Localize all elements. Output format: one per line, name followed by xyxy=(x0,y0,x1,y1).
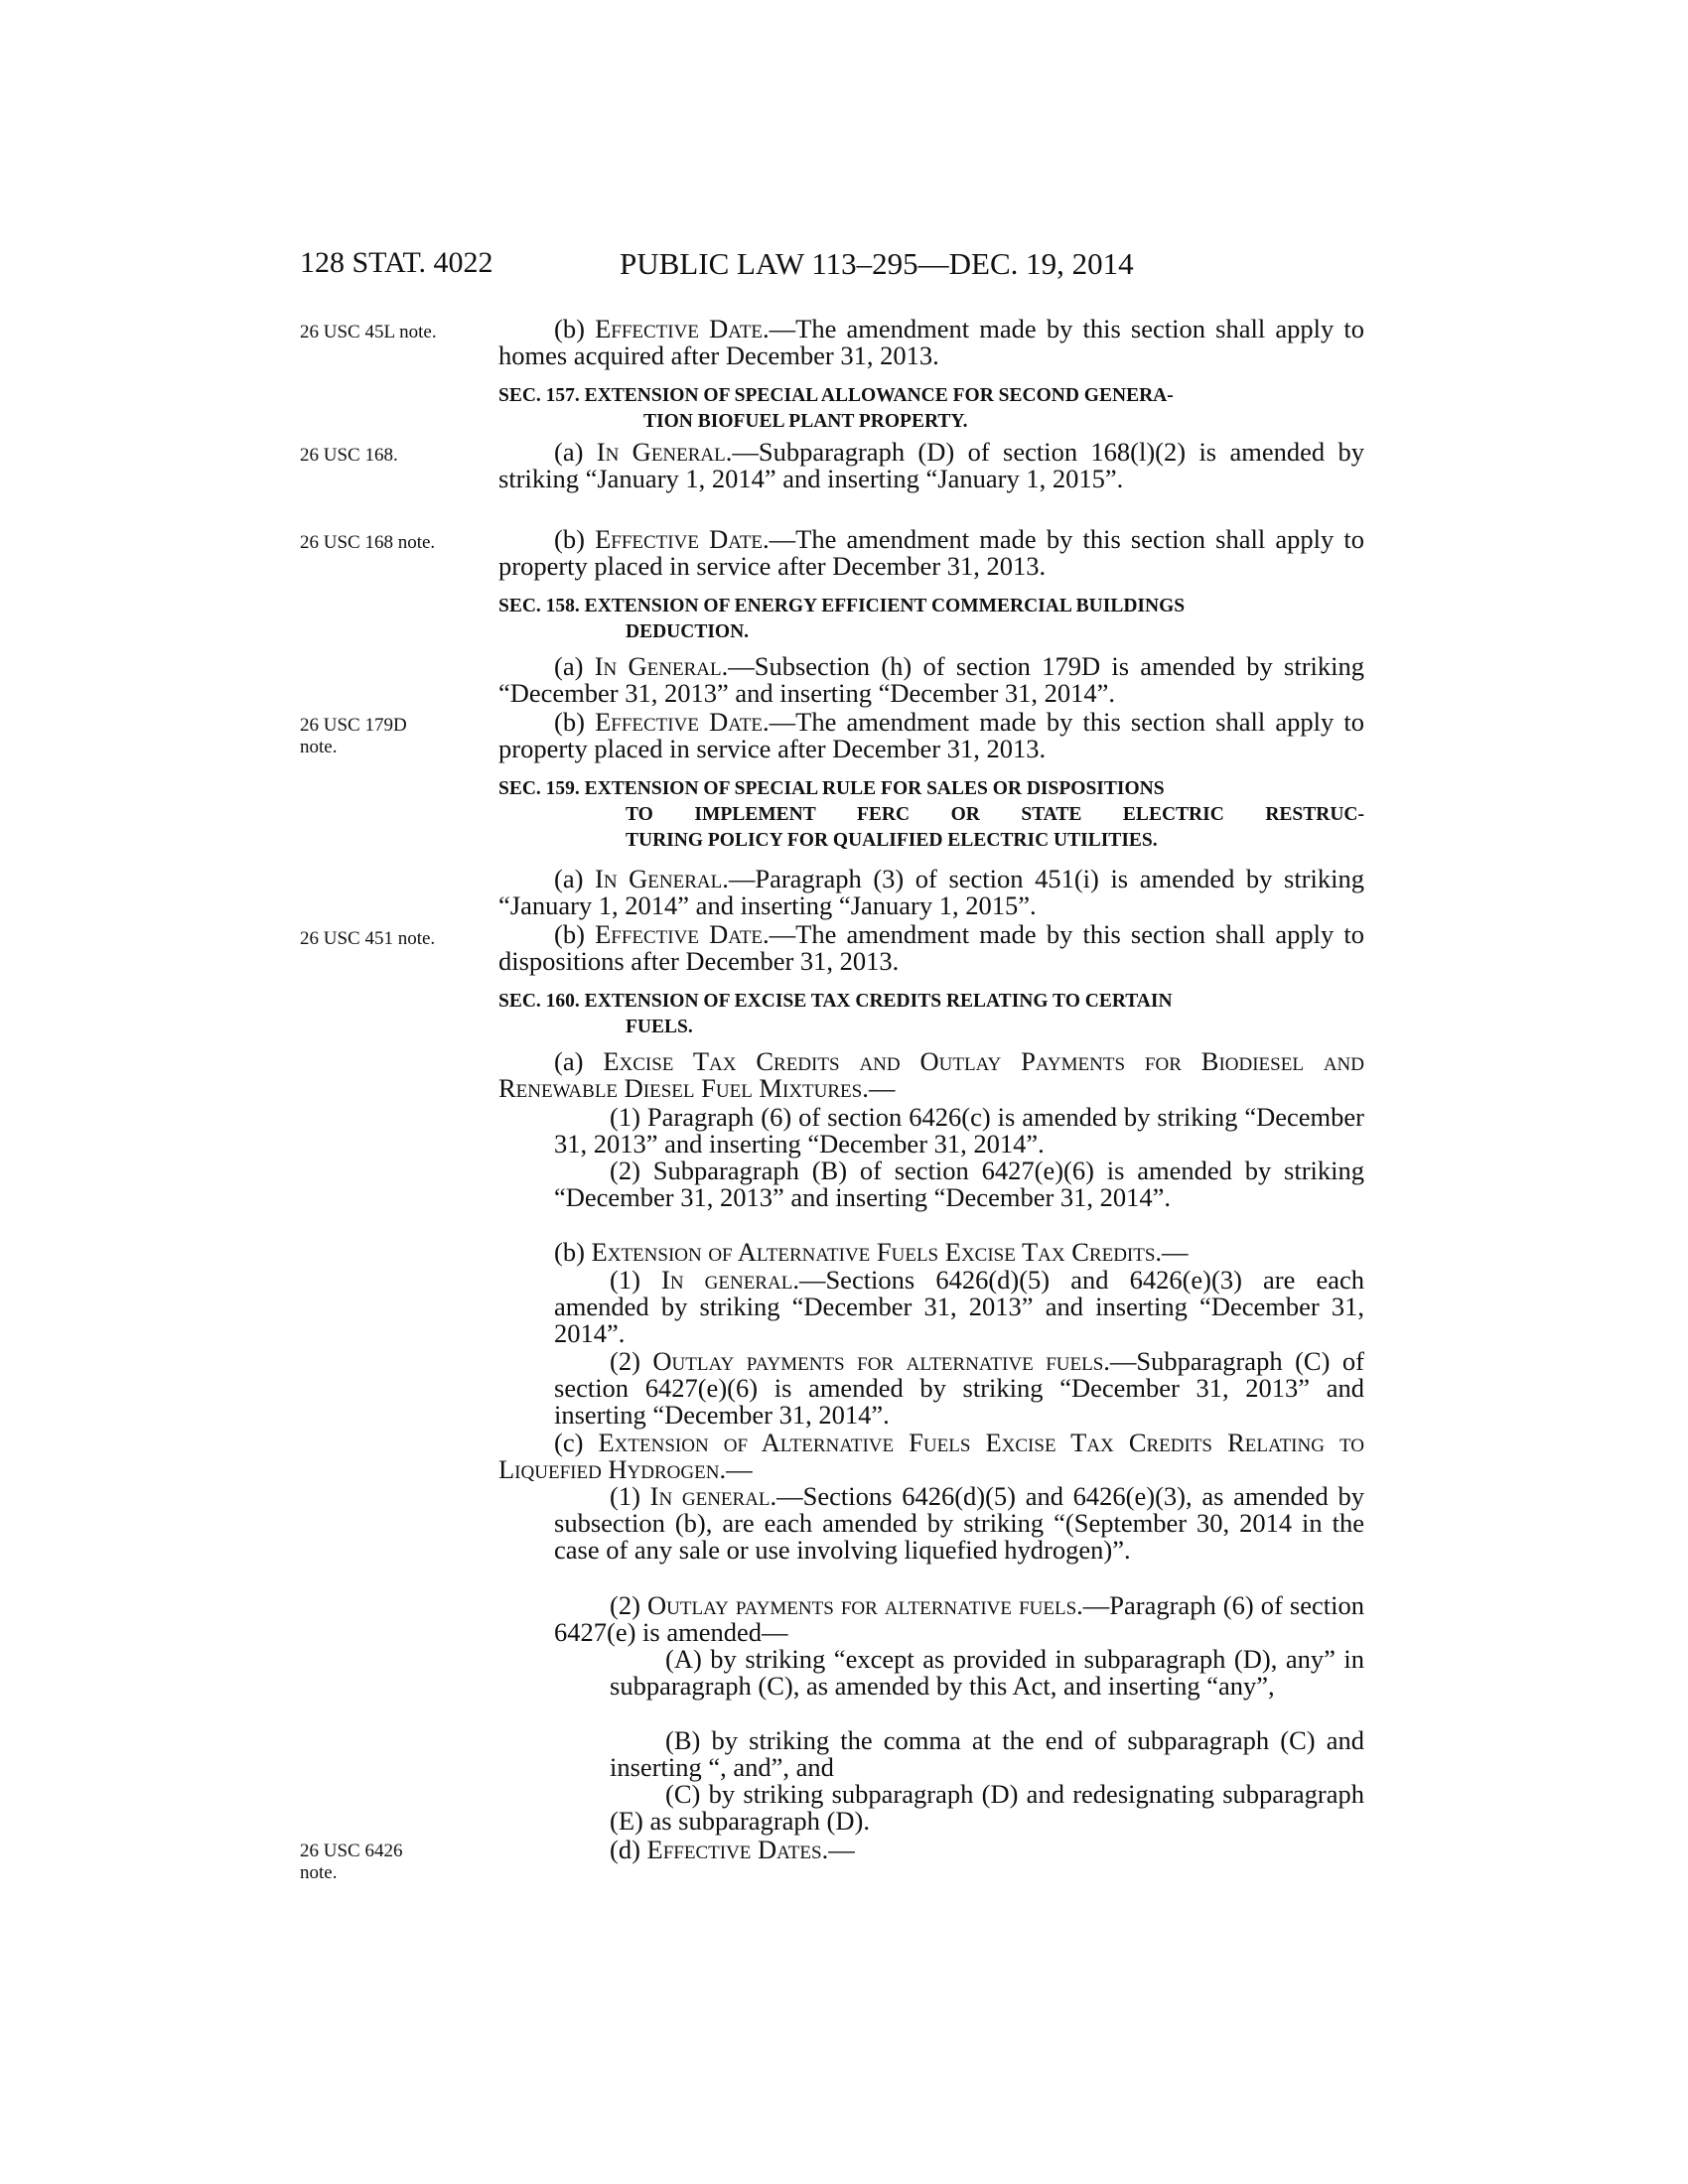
paragraph-item: (2) Outlay payments for alternative fuels.—Subparagraph (C) of section 6427(e)(6) is amended by striking “December 31, 2013” and inserting “December 31, 2014”. xyxy=(554,1346,1364,1430)
paragraph-subitem: (C) by striking subparagraph (D) and redesignating subparagraph (E) as subparagraph (D). xyxy=(610,1779,1364,1836)
page-header xyxy=(300,246,1364,286)
margin-note xyxy=(300,1841,498,1884)
law-title: PUBLIC LAW 113–295—DEC. 19, 2014 xyxy=(620,246,1134,281)
paragraph-subsection-c: (c) Extension of Alternative Fuels Excise Tax Credits Relating to Liquefied Hydrogen.— xyxy=(498,1428,1364,1484)
paragraph-item: (2) Outlay payments for alternative fuels.—Paragraph (6) of section 6427(e) is amended— xyxy=(554,1590,1364,1647)
margin-note xyxy=(300,715,498,758)
paragraph-effective-date: (b) Effective Date.—The amendment made by this section shall apply to dispositions after December 31, 2013. xyxy=(498,919,1364,976)
stat-reference: 128 STAT. 4022 xyxy=(300,246,493,279)
section-heading-157: SEC. 157. EXTENSION OF SPECIAL ALLOWANCE FOR SECOND GENERA- TION BIOFUEL PLANT PROPERTY. xyxy=(498,385,1174,432)
paragraph-subsection-a: (a) Excise Tax Credits and Outlay Payments for Biodiesel and Renewable Diesel Fuel Mixtures.— xyxy=(498,1046,1365,1103)
margin-note: 26 USC 168. xyxy=(300,445,398,466)
paragraph-in-general: (a) In General.—Subsection (h) of section 179D is amended by striking “December 31, 2013” and inserting “December 31, 2014”. xyxy=(498,651,1364,708)
paragraph-effective-date: (b) Effective Date.—The amendment made by this section shall apply to property placed in service after December 31, 2013. xyxy=(498,524,1364,581)
section-heading-159: SEC. 159. EXTENSION OF SPECIAL RULE FOR SALES OR DISPOSITIONS TO IMPLEMENT FERC OR STATE ELECTRIC RESTRUC- TURING POLICY FOR QUALIFIED ELECTRIC UTILITIES. xyxy=(498,778,1364,851)
section-heading-158: SEC. 158. EXTENSION OF ENERGY EFFICIENT COMMERCIAL BUILDINGS DEDUCTION. xyxy=(498,596,1186,642)
paragraph-item: (1) Paragraph (6) of section 6426(c) is amended by striking “December 31, 2013” and inserting “December 31, 2014”. xyxy=(554,1102,1364,1159)
margin-note-line: 26 USC 179D xyxy=(300,715,407,736)
margin-note: 26 USC 168 note. xyxy=(300,532,436,553)
paragraph-in-general: (a) In General.—Paragraph (3) of section 451(i) is amended by striking “January 1, 2014” and inserting “January 1, 2015”. xyxy=(498,864,1364,920)
paragraph-effective-date: (b) Effective Date.—The amendment made by this section shall apply to homes acquired after December 31, 2013. xyxy=(498,314,1364,370)
paragraph-subitem: (B) by striking the comma at the end of subparagraph (C) and inserting “, and”, and xyxy=(610,1725,1364,1782)
margin-note: 26 USC 451 note. xyxy=(300,928,436,949)
margin-note-line: 26 USC 6426 xyxy=(300,1841,403,1861)
margin-note-line: note. xyxy=(300,737,338,757)
paragraph-in-general: (a) In General.—Subparagraph (D) of section 168(l)(2) is amended by striking “January 1, 2014” and inserting “January 1, 2015”. xyxy=(498,437,1364,493)
margin-note-line: note. xyxy=(300,1862,338,1883)
paragraph-effective-date: (b) Effective Date.—The amendment made by this section shall apply to property placed in service after December 31, 2013. xyxy=(498,707,1364,763)
paragraph-item: (1) In general.—Sections 6426(d)(5) and 6426(e)(3) are each amended by striking “December 31, 2013” and inserting “December 31, 2014”. xyxy=(554,1265,1364,1348)
paragraph-subsection-d: (d) Effective Dates.— xyxy=(610,1835,855,1864)
paragraph-subsection-b: (b) Extension of Alternative Fuels Excise Tax Credits.— xyxy=(554,1237,1189,1267)
section-heading-160: SEC. 160. EXTENSION OF EXCISE TAX CREDITS RELATING TO CERTAIN FUELS. xyxy=(498,991,1173,1037)
paragraph-subitem: (A) by striking “except as provided in subparagraph (D), any” in subparagraph (C), as amended by this Act, and inserting “any”, xyxy=(610,1644,1364,1701)
paragraph-item: (1) In general.—Sections 6426(d)(5) and 6426(e)(3), as amended by subsection (b), are each amended by striking “(September 30, 2014 in the case of any sale or use involving liquefied hydrogen)”. xyxy=(554,1481,1364,1565)
margin-note: 26 USC 45L note. xyxy=(300,322,437,342)
paragraph-item: (2) Subparagraph (B) of section 6427(e)(6) is amended by striking “December 31, 2013” and inserting “December 31, 2014”. xyxy=(554,1156,1364,1212)
